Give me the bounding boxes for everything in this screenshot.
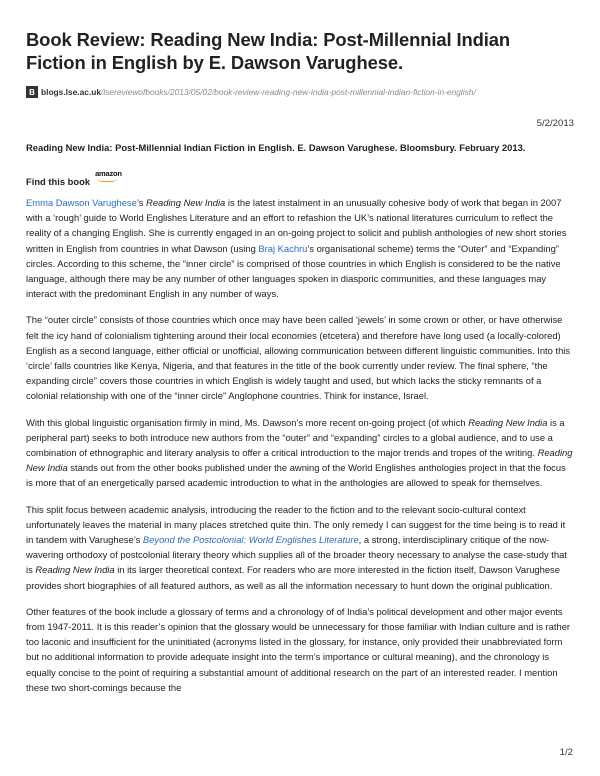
paragraph-5: Other features of the book include a glossary of terms and a chronology of of India’s political development and other major events from 1947-2011. It is this reader’s opinion that the glossary would be unnecessary for those familiar with Indian culture and is rather too laconic and insufficient for the uninitiated (acronyms listed in the glossary, for instance, only provided their unabbreviated form but no additional information to provide adequate insight into the term’s importance or cultural meaning), and the chronology is equally concise to the point of requiring a substantial amount of additional research on the part of an interested reader. I mention these two short-comings because the: [26, 605, 571, 693]
p3-text-c: stands out from the other books published under the awning of the World Englishes anthologies project in that the focus is more that of an energetically parsed academic introduction to what in the anthologies are allowed to speak for themselves.: [26, 462, 566, 489]
publication-date: 5/2/2013: [536, 118, 574, 129]
p1-text-c: ’s organisational scheme) terms the “Outer” and “Expanding” circles. According to this scheme, the “inner circle” is comprised of those countries in which English is considered to be the native language, although there may be any number of other languages spoken in diasporic communities, and these languages may interact with the predominant English in any number of ways.: [26, 242, 561, 300]
p4-title: Reading New India: [35, 564, 115, 576]
beyond-postcolonial-link[interactable]: [143, 534, 359, 545]
source-path[interactable]: /lsereviewofbooks/2013/05/02/book-review-reading-new-india-post-millennial-indian-fiction-in-english/: [101, 87, 476, 97]
paragraph-4: [26, 502, 574, 593]
p4-text-c: in its larger theoretical context. For readers who are more interested in the fiction itself, Dawson Varughese provides short biographies of all featured authors, as well as all the information necessary to hunt down the original publication.: [26, 564, 560, 591]
p4-text-b: , a strong, interdisciplinary critique of the now-wavering orthodoxy of postcolonial literary theory which supplies all of the broader theory necessary to analyse the case-study that is: [26, 534, 567, 576]
p1-text-a: ’s: [136, 197, 147, 208]
blog-icon: B: [26, 86, 38, 98]
paragraph-1: [26, 195, 574, 301]
p4-link-title: Beyond the Postcolonial: World Englishes Literature: [142, 534, 359, 546]
paragraph-2: The “outer circle” consists of those countries which once may have been called ‘jewels’ in some crown or other, or have otherwise felt the icy hand of colonialism tightening around their local economies (etcetera) and therefore have long used (a locally-colored) English as a second language, either official or unofficial, allowing communication between different linguistic communities. Into this ‘circle’ falls countries like Kenya, Nigeria, and that features in the title of the book currently under review. The final sphere, “the expanding circle” covers those countries in which English is widely taught and used, but which lacks the sticky remnants of a colonial relationship with one of the “inner circle” Anglophone countries. Think for instance, Israel.: [26, 314, 571, 402]
book-citation: Reading New India: Post-Millennial Indian Fiction in English. E. Dawson Varughese. Bloomsbury. February 2013.: [26, 142, 526, 153]
p3-title-1: Reading New India: [468, 416, 548, 428]
source-domain[interactable]: blogs.lse.ac.uk: [41, 87, 102, 97]
p3-text-b: is a peripheral part) seeks to both introduce new authors from the “outer” and “expanding” circles to a global audience, and to use a combination of ethnographic and literary analysis to offer a critical introduction to the major trends and tropes of the writing.: [26, 416, 565, 459]
kachru-link[interactable]: Braj Kachru: [258, 242, 308, 254]
p3-text-a: With this global linguistic organisation firmly in mind, Ms. Dawson’s more recent on-going project (of which: [26, 416, 469, 428]
amazon-logo-text: amazon: [95, 169, 122, 178]
page-number: 1/2: [559, 747, 573, 758]
article-title: Book Review: Reading New India: Post-Millennial Indian Fiction in English by E. Dawson Varughese.: [26, 29, 511, 73]
article-page: [26, 28, 574, 695]
amazon-logo[interactable]: [95, 170, 122, 182]
author-link[interactable]: Emma Dawson Varughese: [26, 197, 137, 208]
p3-title-2: Reading New India: [26, 447, 573, 474]
p4-text-a: This split focus between academic analysis, introducing the reader to the fiction and to the relevant socio-cultural context unfortunately leaves the material in many places stretched quite thin. The only remedy I can suggest for the time being is to read it in tandem with Varughese’s: [26, 503, 566, 546]
paragraph-3: [26, 415, 574, 491]
p1-text-b: is the latest instalment in an unusually cohesive body of work that began in 2007 with a ‘rough’ guide to World Englishes Literature and an effort to refashion the UK’s national literatures curriculum to reflect the reality of a changing English. She is currently engaged in an on-going project to solicit and publish anthologies of new short stories written in English from countries in what Dawson (using: [26, 197, 567, 254]
source-row: [26, 85, 574, 99]
find-label: Find this book: [26, 176, 91, 187]
find-this-book: [26, 167, 574, 187]
p1-book-title: Reading New India: [146, 197, 226, 208]
